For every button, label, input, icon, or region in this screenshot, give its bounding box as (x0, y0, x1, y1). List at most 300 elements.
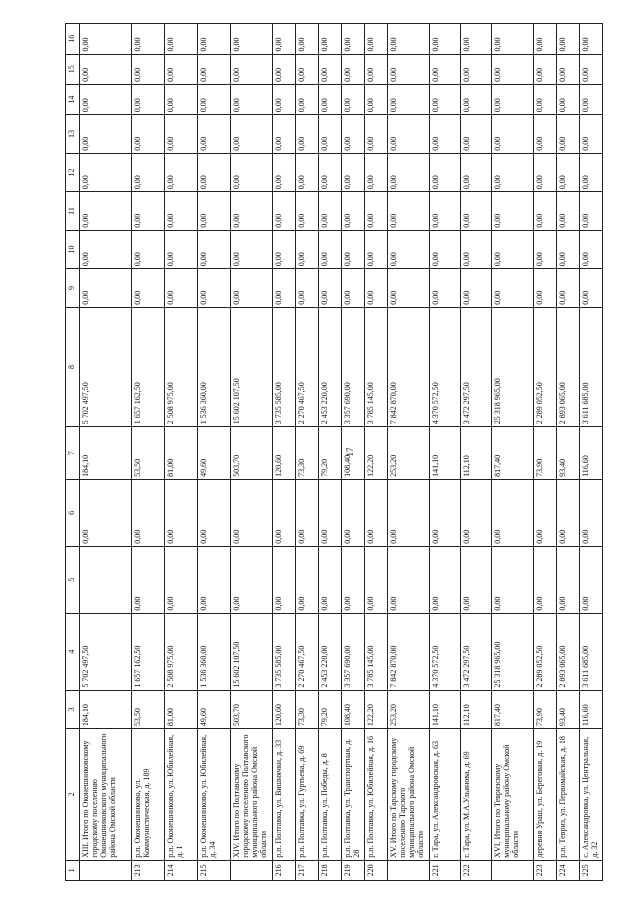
value-cell: 0,00 (296, 546, 319, 613)
value-cell: 15 602 107,50 (231, 307, 273, 427)
column-header: 12 (66, 153, 80, 191)
value-cell: 0,00 (342, 192, 365, 230)
value-cell: 0,00 (557, 269, 580, 307)
column-header: 4 (66, 613, 80, 690)
value-cell: 108,40 (342, 427, 365, 480)
row-number-cell: 221 (430, 860, 461, 880)
value-cell: 0,00 (461, 54, 492, 84)
value-cell: 49,60 (198, 690, 231, 728)
page-number: 17 (345, 447, 355, 457)
value-cell: 0,00 (231, 230, 273, 268)
value-cell: 0,00 (580, 153, 603, 191)
column-header: 1 (66, 860, 80, 880)
value-cell: 0,00 (430, 230, 461, 268)
value-cell: 0,00 (461, 84, 492, 114)
value-cell: 0,00 (132, 24, 165, 55)
column-header: 5 (66, 546, 80, 613)
value-cell: 503,70 (231, 690, 273, 728)
value-cell: 112,10 (461, 690, 492, 728)
value-cell: 0,00 (296, 479, 319, 546)
value-cell: 0,00 (198, 269, 231, 307)
value-cell: 0,00 (365, 269, 388, 307)
value-cell: 0,00 (342, 479, 365, 546)
value-cell: 0,00 (273, 24, 296, 55)
value-cell: 0,00 (296, 192, 319, 230)
total-row (492, 24, 534, 881)
table-row (273, 24, 296, 881)
value-cell: 0,00 (80, 24, 132, 55)
value-cell: 0,00 (580, 230, 603, 268)
value-cell: 53,50 (132, 427, 165, 480)
value-cell: 0,00 (231, 84, 273, 114)
value-cell: 0,00 (319, 84, 342, 114)
value-cell: 0,00 (198, 153, 231, 191)
value-cell: 25 318 965,00 (492, 613, 534, 690)
value-cell: 0,00 (365, 54, 388, 84)
value-cell: 0,00 (132, 230, 165, 268)
value-cell: 0,00 (365, 84, 388, 114)
value-cell: 0,00 (534, 546, 557, 613)
value-cell: 0,00 (231, 479, 273, 546)
value-cell: 0,00 (492, 230, 534, 268)
row-number-cell: 213 (132, 860, 165, 880)
value-cell: 0,00 (132, 115, 165, 153)
value-cell: 0,00 (273, 546, 296, 613)
value-cell: 2 508 975,00 (165, 307, 198, 427)
value-cell: 2 270 467,50 (296, 613, 319, 690)
value-cell: 0,00 (231, 546, 273, 613)
table-row (296, 24, 319, 881)
value-cell: 0,00 (319, 230, 342, 268)
value-cell: 0,00 (461, 269, 492, 307)
value-cell: 0,00 (430, 546, 461, 613)
value-cell: 0,00 (319, 192, 342, 230)
value-cell: 0,00 (365, 153, 388, 191)
address-cell: г. Тара, ул. Александровская, д. 63 (430, 729, 461, 861)
value-cell: 49,60 (198, 427, 231, 480)
value-cell: 81,00 (165, 427, 198, 480)
value-cell: 0,00 (165, 115, 198, 153)
value-cell: 0,00 (231, 192, 273, 230)
value-cell: 1 536 360,00 (198, 613, 231, 690)
value-cell: 0,00 (430, 153, 461, 191)
value-cell: 3 611 685,00 (580, 307, 603, 427)
value-cell: 0,00 (557, 230, 580, 268)
value-cell: 0,00 (132, 269, 165, 307)
value-cell: 0,00 (388, 115, 430, 153)
value-cell: 1 657 162,50 (132, 613, 165, 690)
value-cell: 0,00 (198, 546, 231, 613)
row-number-cell: 216 (273, 860, 296, 880)
value-cell: 0,00 (388, 546, 430, 613)
table-row (198, 24, 231, 881)
value-cell: 0,00 (165, 84, 198, 114)
value-cell: 0,00 (198, 24, 231, 55)
value-cell: 0,00 (273, 230, 296, 268)
value-cell: 0,00 (534, 54, 557, 84)
value-cell: 3 785 145,00 (365, 307, 388, 427)
value-cell: 141,10 (430, 427, 461, 480)
value-cell: 3 735 585,00 (273, 307, 296, 427)
value-cell: 0,00 (132, 54, 165, 84)
value-cell: 0,00 (132, 84, 165, 114)
value-cell: 0,00 (430, 192, 461, 230)
value-cell: 2 893 065,00 (557, 613, 580, 690)
value-cell: 0,00 (534, 115, 557, 153)
address-cell: деревня Ураш, ул. Береговая, д. 19 (534, 729, 557, 861)
value-cell: 0,00 (198, 84, 231, 114)
value-cell: 2 893 065,00 (557, 307, 580, 427)
value-cell: 0,00 (492, 153, 534, 191)
table-row (430, 24, 461, 881)
value-cell: 0,00 (198, 230, 231, 268)
value-cell: 0,00 (342, 269, 365, 307)
value-cell: 0,00 (273, 115, 296, 153)
value-cell: 0,00 (273, 84, 296, 114)
value-cell: 0,00 (557, 54, 580, 84)
value-cell: 0,00 (231, 54, 273, 84)
value-cell: 0,00 (534, 192, 557, 230)
value-cell: 0,00 (461, 24, 492, 55)
column-header: 6 (66, 479, 80, 546)
value-cell: 0,00 (461, 153, 492, 191)
column-header: 15 (66, 54, 80, 84)
value-cell: 3 472 297,50 (461, 307, 492, 427)
row-number-cell: 218 (319, 860, 342, 880)
value-cell: 0,00 (231, 115, 273, 153)
value-cell: 2 289 052,50 (534, 307, 557, 427)
address-cell: р.п. Оконешниково, ул. Юбилейная, д. 34 (198, 729, 231, 861)
value-cell: 817,40 (492, 690, 534, 728)
address-cell: XIV. Итого по Полтавскому городскому поселению Полтавского муниципального района Омской области (231, 729, 273, 861)
value-cell: 116,60 (580, 690, 603, 728)
value-cell: 3 357 690,00 (342, 613, 365, 690)
address-cell: р.п. Полтавка, ул. Вишнячки, д. 33 (273, 729, 296, 861)
value-cell: 0,00 (132, 192, 165, 230)
value-cell: 0,00 (273, 479, 296, 546)
value-cell: 0,00 (534, 230, 557, 268)
value-cell: 0,00 (231, 153, 273, 191)
value-cell: 0,00 (557, 153, 580, 191)
value-cell: 0,00 (461, 115, 492, 153)
value-cell: 0,00 (165, 479, 198, 546)
value-cell: 0,00 (132, 153, 165, 191)
value-cell: 0,00 (165, 54, 198, 84)
value-cell: 184,10 (80, 690, 132, 728)
value-cell: 0,00 (388, 54, 430, 84)
data-table (65, 23, 603, 881)
address-cell: г. Тара, ул. М.А.Ульянова, д. 69 (461, 729, 492, 861)
value-cell: 0,00 (273, 54, 296, 84)
value-cell: 93,40 (557, 427, 580, 480)
value-cell: 0,00 (319, 546, 342, 613)
value-cell: 0,00 (80, 192, 132, 230)
value-cell: 112,10 (461, 427, 492, 480)
value-cell: 3 735 585,00 (273, 613, 296, 690)
column-header: 9 (66, 269, 80, 307)
column-header: 2 (66, 729, 80, 861)
value-cell: 1 657 162,50 (132, 307, 165, 427)
value-cell: 0,00 (388, 153, 430, 191)
address-cell: с. Александровка, ул. Центральная, д. 32 (580, 729, 603, 861)
value-cell: 184,10 (80, 427, 132, 480)
table-row (365, 24, 388, 881)
value-cell: 0,00 (80, 479, 132, 546)
address-cell: р.п. Оконешниково, ул. Юбилейная, д. 1 (165, 729, 198, 861)
value-cell: 0,00 (165, 24, 198, 55)
value-cell: 2 453 220,00 (319, 307, 342, 427)
value-cell: 0,00 (273, 192, 296, 230)
value-cell: 0,00 (165, 269, 198, 307)
value-cell: 15 602 107,50 (231, 613, 273, 690)
value-cell: 0,00 (165, 546, 198, 613)
value-cell: 0,00 (388, 24, 430, 55)
value-cell: 0,00 (534, 24, 557, 55)
rotated-table-frame (65, 23, 615, 881)
value-cell: 0,00 (461, 546, 492, 613)
column-header: 7 (66, 427, 80, 480)
value-cell: 0,00 (319, 479, 342, 546)
value-cell: 7 842 870,00 (388, 307, 430, 427)
value-cell: 0,00 (365, 115, 388, 153)
address-cell: р.п. Полтавка, ул. Юбилейная, д. 16 (365, 729, 388, 861)
address-cell: р.п. Тевриз, ул. Первомайская, д. 18 (557, 729, 580, 861)
value-cell: 0,00 (342, 84, 365, 114)
table-header-row (66, 24, 80, 881)
column-header: 11 (66, 192, 80, 230)
value-cell: 0,00 (492, 269, 534, 307)
value-cell: 53,50 (132, 690, 165, 728)
row-number-cell: 223 (534, 860, 557, 880)
row-number-cell (231, 860, 273, 880)
value-cell: 0,00 (461, 479, 492, 546)
value-cell: 108,40 (342, 690, 365, 728)
value-cell: 3 357 690,00 (342, 307, 365, 427)
value-cell: 253,20 (388, 690, 430, 728)
value-cell: 3 785 145,00 (365, 613, 388, 690)
value-cell: 0,00 (231, 269, 273, 307)
value-cell: 0,00 (388, 269, 430, 307)
value-cell: 116,60 (580, 427, 603, 480)
value-cell: 0,00 (319, 153, 342, 191)
value-cell: 0,00 (80, 54, 132, 84)
value-cell: 0,00 (580, 54, 603, 84)
table-row (319, 24, 342, 881)
value-cell: 0,00 (430, 84, 461, 114)
address-cell: XV. Итого по Тарскому городскому поселению Тарского муниципального района Омской области (388, 729, 430, 861)
value-cell: 0,00 (296, 230, 319, 268)
column-header: 10 (66, 230, 80, 268)
value-cell: 0,00 (388, 479, 430, 546)
row-number-cell: 214 (165, 860, 198, 880)
value-cell: 0,00 (365, 230, 388, 268)
value-cell: 0,00 (231, 24, 273, 55)
value-cell: 0,00 (388, 192, 430, 230)
value-cell: 120,60 (273, 427, 296, 480)
value-cell: 0,00 (80, 153, 132, 191)
value-cell: 4 370 572,50 (430, 613, 461, 690)
value-cell: 0,00 (534, 269, 557, 307)
row-number-cell: 222 (461, 860, 492, 880)
value-cell: 7 842 870,00 (388, 613, 430, 690)
value-cell: 0,00 (557, 84, 580, 114)
row-number-cell: 215 (198, 860, 231, 880)
column-header: 14 (66, 84, 80, 114)
value-cell: 122,20 (365, 690, 388, 728)
value-cell: 0,00 (557, 24, 580, 55)
column-header: 16 (66, 24, 80, 55)
value-cell: 0,00 (80, 230, 132, 268)
value-cell: 0,00 (492, 115, 534, 153)
value-cell: 3 611 685,00 (580, 613, 603, 690)
address-cell: р.п. Полтавка, ул. Победы, д. 8 (319, 729, 342, 861)
value-cell: 0,00 (165, 153, 198, 191)
value-cell: 2 453 220,00 (319, 613, 342, 690)
table-body (80, 24, 603, 881)
value-cell: 503,70 (231, 427, 273, 480)
value-cell: 0,00 (165, 230, 198, 268)
value-cell: 0,00 (342, 24, 365, 55)
value-cell: 0,00 (580, 269, 603, 307)
address-cell: XVI. Итого по Тевризскому муниципальному району Омской области (492, 729, 534, 861)
value-cell: 253,20 (388, 427, 430, 480)
address-cell: р.п. Полтавка, ул. Гуртьева, д. 69 (296, 729, 319, 861)
value-cell: 0,00 (365, 24, 388, 55)
table-row (557, 24, 580, 881)
value-cell: 4 370 572,50 (430, 307, 461, 427)
value-cell: 73,30 (296, 427, 319, 480)
column-header: 3 (66, 690, 80, 728)
value-cell: 79,20 (319, 690, 342, 728)
value-cell (80, 546, 132, 613)
value-cell: 817,40 (492, 427, 534, 480)
row-number-cell (80, 860, 132, 880)
value-cell: 5 702 497,50 (80, 613, 132, 690)
value-cell: 0,00 (296, 54, 319, 84)
value-cell: 0,00 (461, 192, 492, 230)
value-cell: 0,00 (388, 84, 430, 114)
value-cell: 3 472 297,50 (461, 613, 492, 690)
row-number-cell: 225 (580, 860, 603, 880)
value-cell: 141,10 (430, 690, 461, 728)
column-header: 8 (66, 307, 80, 427)
row-number-cell: 224 (557, 860, 580, 880)
value-cell: 0,00 (557, 479, 580, 546)
table-row (132, 24, 165, 881)
value-cell: 0,00 (365, 546, 388, 613)
value-cell: 93,40 (557, 690, 580, 728)
value-cell: 0,00 (132, 479, 165, 546)
total-row (388, 24, 430, 881)
value-cell: 0,00 (430, 54, 461, 84)
value-cell: 0,00 (534, 153, 557, 191)
value-cell: 0,00 (342, 54, 365, 84)
value-cell: 0,00 (557, 546, 580, 613)
value-cell: 0,00 (580, 115, 603, 153)
value-cell: 0,00 (534, 84, 557, 114)
value-cell: 0,00 (580, 84, 603, 114)
value-cell: 0,00 (557, 115, 580, 153)
value-cell: 0,00 (273, 269, 296, 307)
value-cell: 0,00 (319, 24, 342, 55)
value-cell: 0,00 (430, 269, 461, 307)
value-cell: 0,00 (296, 269, 319, 307)
value-cell: 0,00 (296, 24, 319, 55)
value-cell: 122,20 (365, 427, 388, 480)
value-cell: 73,90 (534, 690, 557, 728)
row-number-cell (388, 860, 430, 880)
value-cell: 0,00 (273, 153, 296, 191)
value-cell: 1 536 360,00 (198, 307, 231, 427)
value-cell: 120,60 (273, 690, 296, 728)
value-cell: 73,90 (534, 427, 557, 480)
table-row (580, 24, 603, 881)
value-cell: 0,00 (365, 479, 388, 546)
value-cell: 0,00 (580, 479, 603, 546)
value-cell: 0,00 (388, 230, 430, 268)
address-cell: р.п. Оконешниково, ул. Коммунистическая, д. 189 (132, 729, 165, 861)
value-cell: 0,00 (198, 479, 231, 546)
value-cell: 0,00 (132, 546, 165, 613)
total-row (231, 24, 273, 881)
value-cell: 0,00 (198, 115, 231, 153)
value-cell: 0,00 (492, 24, 534, 55)
value-cell: 0,00 (580, 192, 603, 230)
value-cell: 0,00 (319, 54, 342, 84)
value-cell: 0,00 (430, 115, 461, 153)
table-row (165, 24, 198, 881)
value-cell: 0,00 (492, 479, 534, 546)
value-cell: 0,00 (342, 230, 365, 268)
address-cell: р.п. Полтавка, ул. Транспортная, д. 28 (342, 729, 365, 861)
value-cell: 25 318 965,00 (492, 307, 534, 427)
table-row (461, 24, 492, 881)
value-cell: 0,00 (492, 546, 534, 613)
value-cell: 0,00 (580, 24, 603, 55)
value-cell: 81,00 (165, 690, 198, 728)
table-row (342, 24, 365, 881)
value-cell: 0,00 (296, 84, 319, 114)
total-row (80, 24, 132, 881)
value-cell: 0,00 (319, 269, 342, 307)
value-cell: 0,00 (342, 153, 365, 191)
value-cell: 0,00 (430, 24, 461, 55)
row-number-cell (492, 860, 534, 880)
value-cell: 0,00 (430, 479, 461, 546)
row-number-cell: 220 (365, 860, 388, 880)
value-cell: 0,00 (296, 115, 319, 153)
value-cell: 2 270 467,50 (296, 307, 319, 427)
value-cell: 0,00 (342, 115, 365, 153)
value-cell: 0,00 (365, 192, 388, 230)
value-cell: 0,00 (342, 546, 365, 613)
value-cell: 5 702 497,50 (80, 307, 132, 427)
address-cell: XIII. Итого по Оконешниковскому городскому поселению Оконешниковского муниципального района Омской области (80, 729, 132, 861)
value-cell: 0,00 (492, 84, 534, 114)
value-cell: 2 508 975,00 (165, 613, 198, 690)
value-cell: 73,30 (296, 690, 319, 728)
column-header: 13 (66, 115, 80, 153)
table-row (534, 24, 557, 881)
value-cell: 0,00 (557, 192, 580, 230)
row-number-cell: 219 (342, 860, 365, 880)
value-cell: 0,00 (80, 269, 132, 307)
value-cell: 0,00 (296, 153, 319, 191)
value-cell: 79,20 (319, 427, 342, 480)
value-cell: 0,00 (492, 54, 534, 84)
value-cell: 0,00 (580, 546, 603, 613)
value-cell: 0,00 (198, 192, 231, 230)
